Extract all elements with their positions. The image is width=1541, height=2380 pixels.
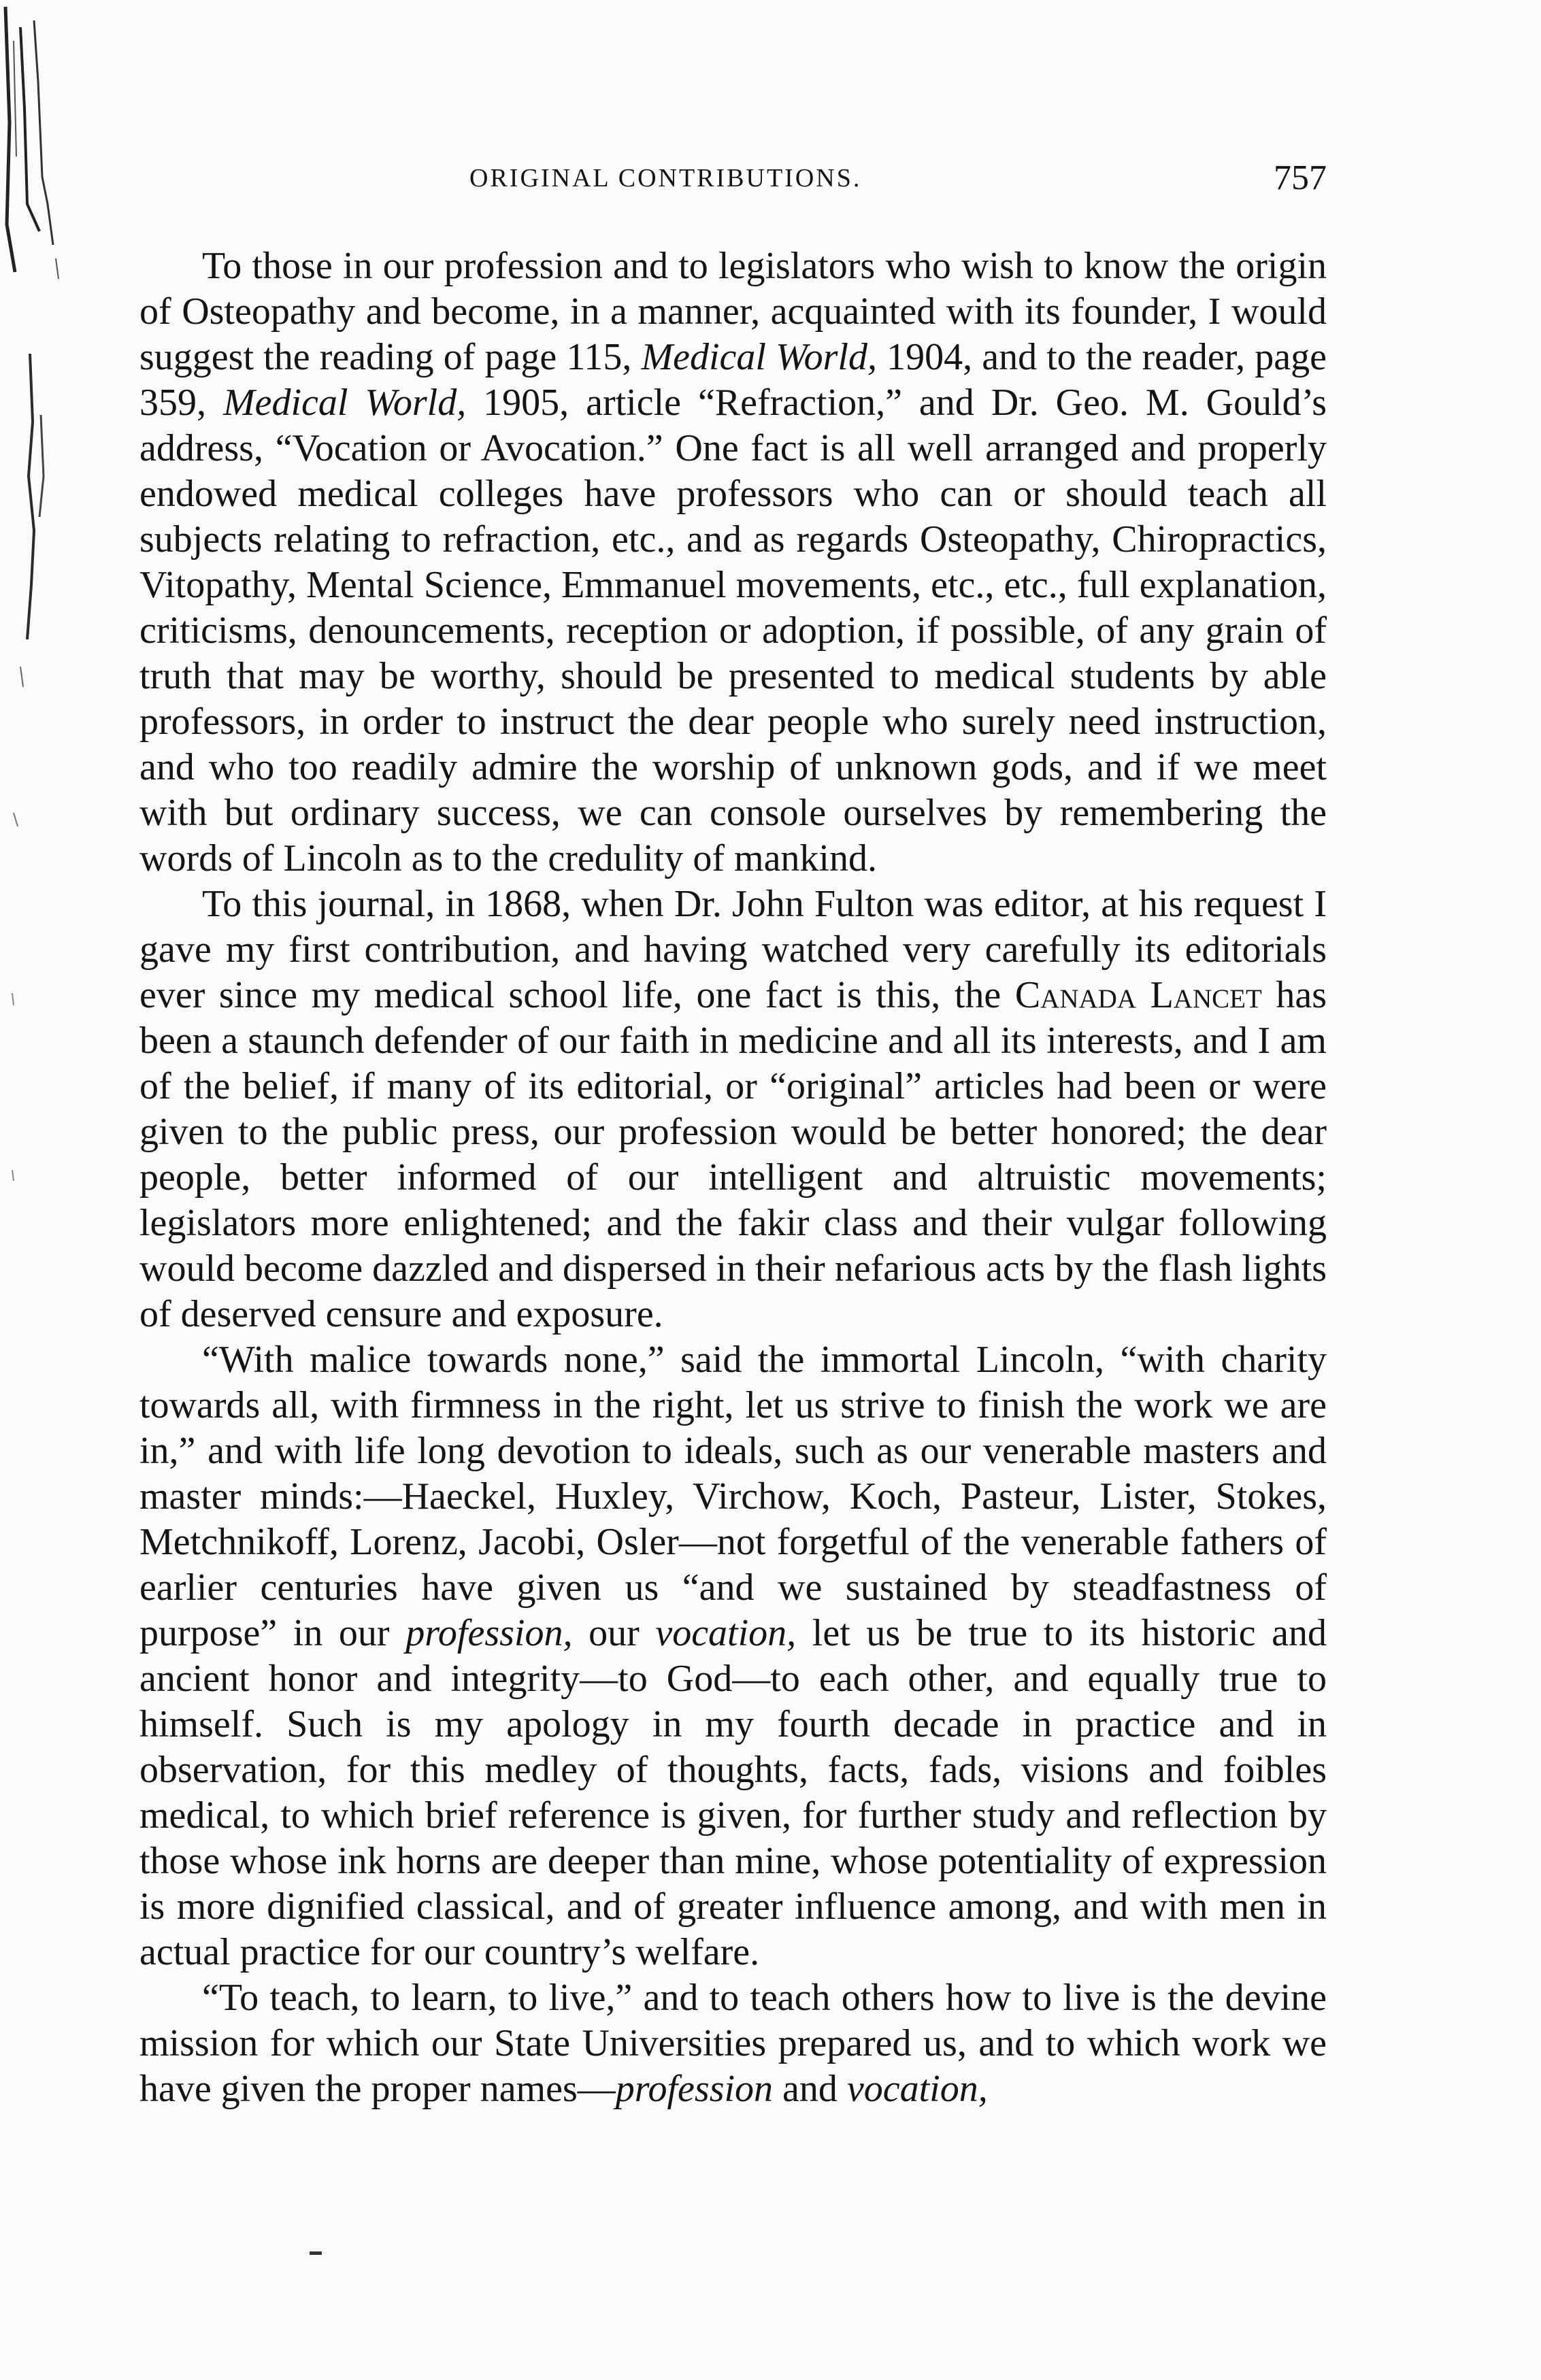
running-title: ORIGINAL CONTRIBUTIONS.: [469, 164, 862, 192]
text-run: 1904, and to the reader, page 359,: [139, 336, 1327, 424]
paragraph: [139, 1975, 1327, 2112]
text-run: has been a staunch defender of our faith in medicine and all its interests, and I am of the belief, if many of its editorial, or “original” articles had been or were given to the public press, our profession would be better honored; the dear people, better informed of our intelligent and altruistic movements; legislators more enlightened; and the fakir class and their vulgar following would become dazzled and dispersed in their nefarious acts by the flash lights of deserved censure and exposure.: [139, 974, 1327, 1335]
italic-text: Medical World,: [641, 336, 877, 378]
paragraph: [139, 882, 1327, 1337]
text-run: and: [773, 2068, 847, 2110]
running-head: [469, 158, 1327, 199]
text-run: 1905, article “Refraction,” and Dr. Geo. M. Gould’s address, “Vocation or Avocation.” One fact is all well arranged and properly endowed medical colleges have professors who can or should teach all subjects relating to refraction, etc., and as regards Osteopathy, Chiropractics, Vitopathy, Mental Science, Emmanuel movements, etc., etc., full explanation, criticisms, denouncements, reception or adoption, if possible, of any grain of truth that may be worthy, should be presented to medical students by able professors, in order to instruct the dear people who surely need instruction, and who too readily admire the worship of unknown gods, and if we meet with but ordinary success, we can console ourselves by remembering the words of Lincoln as to the credulity of mankind.: [139, 382, 1327, 879]
italic-text: vocation,: [846, 2068, 988, 2110]
paragraph: [139, 244, 1327, 882]
italic-text: Medical World,: [222, 382, 467, 424]
text-run: To this journal, in 1868, when Dr. John Fulton was editor, at his request I gave my first contribution, and having watched very carefully its editorials ever since my medical school life, one fact is this, the: [139, 883, 1327, 1016]
italic-text: vocation,: [655, 1612, 797, 1654]
text-run: our: [572, 1612, 656, 1654]
text-run: “With malice towards none,” said the immortal Lincoln, “with charity towards all, with firmness in the right, let us strive to finish the work we are in,” and with life long devotion to ideals, such as our venerable masters and master minds:—Haeckel, Huxley, Virchow, Koch, Pasteur, Lister, Stokes, Metchnikoff, Lorenz, Jacobi, Osler—not forgetful of the venerable fathers of earlier centuries have given us “and we sustained by steadfastness of purpose” in our: [139, 1339, 1327, 1654]
page-number: 757: [1274, 158, 1327, 197]
italic-text: profession,: [405, 1612, 573, 1654]
paragraph: [139, 1337, 1327, 1975]
text-run: “To teach, to learn, to live,” and to teach others how to live is the devine mission for which our State Universities prepared us, and to which work we have given the proper names—: [139, 1977, 1327, 2110]
italic-text: profession: [615, 2068, 774, 2110]
article-body: [139, 244, 1327, 2112]
small-caps-text: Canada Lancet: [1014, 974, 1262, 1016]
text-run: let us be true to its historic and ancient honor and integrity—to God—to each other, and equally true to himself. Such is my apology in my fourth decade in practice and in observation, for this medley of thoughts, facts, fads, visions and foibles medical, to which brief reference is given, for further study and reflection by those whose ink horns are deeper than mine, whose potentiality of expression is more dignified classical, and of greater influence among, and with men in actual practice for our country’s welfare.: [139, 1612, 1327, 1973]
binding-edge-marks: [0, 0, 75, 2380]
footer-mark: [310, 2251, 322, 2255]
text-run: To those in our profession and to legislators who wish to know the origin of Osteopathy and become, in a manner, acquainted with its founder, I would suggest the reading of page 115,: [139, 245, 1327, 378]
